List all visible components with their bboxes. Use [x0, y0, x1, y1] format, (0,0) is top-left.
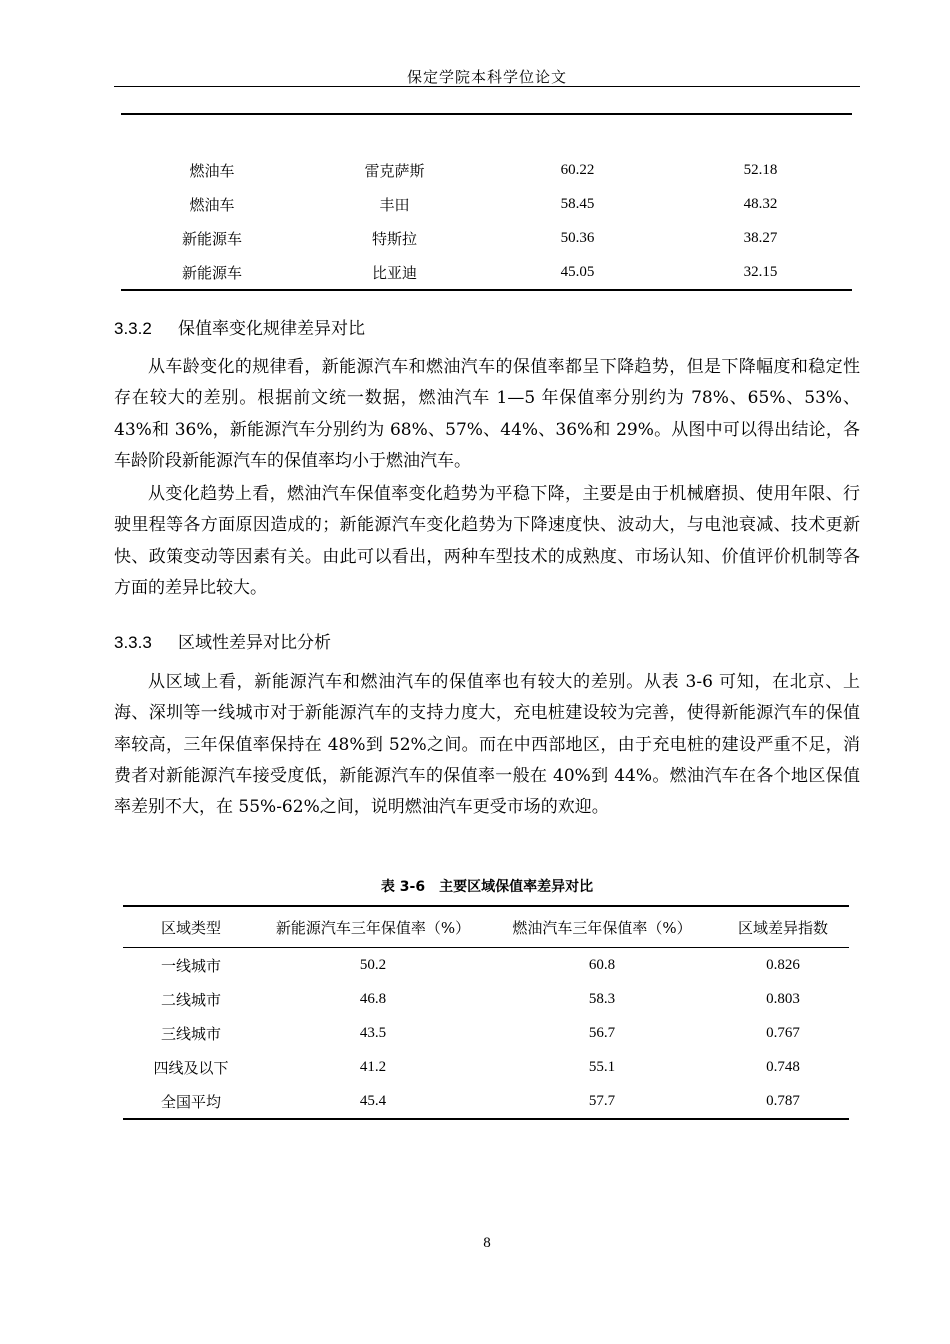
table-cell: 58.3 [588, 990, 616, 1007]
table-cell: 57.7 [588, 1092, 616, 1109]
column-header: 新能源汽车三年保值率（%） [259, 906, 487, 948]
table-cell: 一线城市 [160, 956, 221, 975]
table-cell: 41.2 [359, 1058, 387, 1075]
running-header: 保定学院本科学位论文 [406, 68, 567, 86]
column-header: 区域类型 [123, 906, 259, 948]
table-header-row [123, 906, 849, 948]
table-cell: 45.05 [560, 263, 595, 280]
table-cell: 43.5 [359, 1024, 387, 1041]
table-cell: 60.22 [560, 161, 595, 178]
table-spacer-row [121, 114, 852, 153]
table-cell: 56.7 [588, 1024, 616, 1041]
table-cell: 48.32 [743, 195, 778, 212]
table-cell: 58.45 [560, 195, 595, 212]
table-cell: 0.787 [766, 1092, 800, 1109]
table-cell: 四线及以下 [153, 1058, 229, 1077]
table-cell: 二线城市 [160, 990, 221, 1009]
table-row [123, 1050, 849, 1084]
section-title: 区域性差异对比分析 [178, 633, 331, 653]
table-cell: 三线城市 [160, 1024, 221, 1043]
table-caption: 表 3-6 主要区域保值率差异对比 [380, 879, 594, 895]
section-title: 保值率变化规律差异对比 [178, 319, 365, 339]
continued-table [121, 113, 852, 291]
table-cell: 全国平均 [160, 1092, 221, 1111]
header-rule [114, 86, 860, 87]
section-heading-332 [114, 314, 365, 339]
paragraph: 从区域上看，新能源汽车和燃油汽车的保值率也有较大的差别。从表 3-6 可知，在北京、上海、深圳等一线城市对于新能源汽车的支持力度大，充电桩建设较为完善，使得新能源汽车的保值率较高，三年保值率保持在 48%到 52%之间。而在中西部地区，由于充电桩的建设严重不足，消费者对新能源汽车接受度低，新能源汽车的保值率一般在 40%到 44%。燃油汽车在各个地区保值率差别不大，在 55%-62%之间，说明燃油汽车更受市场的欢迎。 [114, 672, 860, 818]
table-row [121, 255, 852, 290]
table-cell: 燃油车 [189, 195, 235, 214]
table-cell: 50.36 [560, 229, 595, 246]
table-row [121, 153, 852, 187]
table-cell: 新能源车 [181, 229, 242, 248]
section-number: 3.3.3 [114, 633, 152, 652]
section-number: 3.3.2 [114, 319, 152, 338]
table-cell: 雷克萨斯 [364, 161, 425, 180]
column-header: 燃油汽车三年保值率（%） [487, 906, 717, 948]
table-cell: 0.803 [766, 990, 800, 1007]
table-cell: 50.2 [359, 956, 387, 973]
table-cell: 新能源车 [181, 263, 242, 282]
table-cell: 0.767 [766, 1024, 800, 1041]
table-cell: 45.4 [359, 1092, 387, 1109]
column-header: 区域差异指数 [717, 906, 849, 948]
table-row [123, 948, 849, 983]
table-cell: 0.826 [766, 956, 800, 973]
paragraph: 从变化趋势上看，燃油汽车保值率变化趋势为平稳下降，主要是由于机械磨损、使用年限、行驶里程等各方面原因造成的；新能源汽车变化趋势为下降速度快、波动大，与电池衰减、技术更新快、政策变动等因素有关。由此可以看出，两种车型技术的成熟度、市场认知、价值评价机制等各方面的差异比较大。 [114, 484, 860, 598]
table-cell: 比亚迪 [371, 263, 417, 282]
paragraph: 从车龄变化的规律看，新能源汽车和燃油汽车的保值率都呈下降趋势，但是下降幅度和稳定性存在较大的差别。根据前文统一数据，燃油汽车 1—5 年保值率分别约为 78%、65%、53%、43%和 36%，新能源汽车分别约为 68%、57%、44%、36%和 29%。从图中可以得出结论，各车龄阶段新能源汽车的保值率均小于燃油汽车。 [114, 357, 860, 471]
table-row [121, 221, 852, 255]
table-cell: 丰田 [379, 195, 410, 214]
table-cell: 特斯拉 [371, 229, 417, 248]
table-cell: 55.1 [588, 1058, 616, 1075]
table-cell: 60.8 [588, 956, 616, 973]
table-cell: 燃油车 [189, 161, 235, 180]
table-row [123, 1016, 849, 1050]
table-cell: 52.18 [743, 161, 778, 178]
table-cell: 38.27 [743, 229, 778, 246]
table-row [123, 1084, 849, 1119]
page-number: 8 [483, 1235, 491, 1251]
table-cell: 32.15 [743, 263, 778, 280]
section-heading-333 [114, 628, 331, 653]
table-cell: 0.748 [766, 1058, 800, 1075]
region-table [123, 905, 849, 1120]
table-row [123, 982, 849, 1016]
table-row [121, 187, 852, 221]
table-cell: 46.8 [359, 990, 387, 1007]
